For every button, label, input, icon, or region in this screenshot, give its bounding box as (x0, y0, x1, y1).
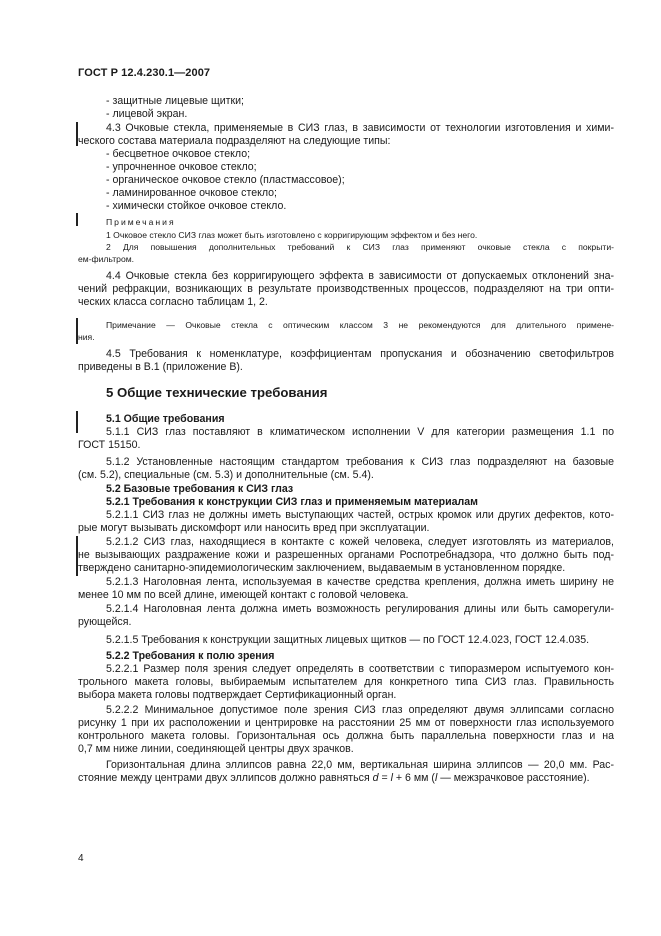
text-run: = (378, 772, 391, 784)
paragraph-line: 5.2.1.5 Требования к конструкции защитных лицевых щитков — по ГОСТ 12.4.023, ГОСТ 12.4.035. (106, 634, 590, 646)
paragraph-line: Горизонтальная длина эллипсов равна 22,0 мм, вертикальная ширина эллипсов — 20,0 мм. Рас- (106, 759, 614, 771)
paragraph-line: менее 10 мм по всей длине, имеющей контакт с головой человека. (78, 589, 409, 601)
variable-l: l (390, 772, 393, 784)
paragraph-line: ческого состава материала подразделяют на следующие типы: (78, 135, 391, 147)
paragraph-line: 5.2.1.4 Наголовная лента должна иметь возможность регулирования длины или быть саморегули- (106, 603, 614, 615)
section-heading: 5 Общие технические требования (106, 385, 328, 400)
paragraph-line: 4.5 Требования к номенклатуре, коэффициентам пропускания и обозначению светофильтров (106, 348, 614, 360)
note-line: ем-фильтром. (78, 254, 135, 264)
paragraph-line: рисунку 1 при их расположении и центрировке на расстоянии 25 мм от поверхности глаз используемого (78, 717, 614, 729)
paragraph-line (78, 772, 614, 785)
variable-d: d (372, 772, 379, 784)
text-run: стояние между центрами двух эллипсов должно равняться (78, 772, 370, 784)
paragraph-line: рующейся. (78, 616, 132, 628)
list-item: - ламинированное очковое стекло; (106, 187, 277, 199)
list-item: - органическое очковое стекло (пластмассовое); (106, 174, 345, 186)
paragraph-line: контрольного макета головы. Горизонтальная ось должна быть параллельна поверхности глаз и на (78, 730, 614, 742)
paragraph-line: 4.3 Очковые стекла, применяемые в СИЗ глаз, в зависимости от технологии изготовления и хими- (106, 122, 614, 134)
paragraph-line: (см. 5.2), специальные (см. 5.3) и дополнительные (см. 5.4). (78, 469, 374, 481)
revision-bar (76, 411, 78, 433)
paragraph-line: не вызывающих раздражение кожи и разрешенных органами Роспотребнадзора, что должно быть под- (78, 549, 614, 561)
list-item: - упрочненное очковое стекло; (106, 161, 257, 173)
text-run: + 6 мм ( (392, 772, 435, 784)
subsection-heading: 5.2 Базовые требования к СИЗ глаз (106, 483, 294, 495)
paragraph-line: 5.2.1.3 Наголовная лента, используемая в качестве средства крепления, должна иметь ширину не (106, 576, 614, 588)
paragraph-line: 5.1.2 Установленные настоящим стандартом требования к СИЗ глаз подразделяют на базовые (106, 456, 614, 468)
paragraph-line: чений рефракции, возникающих в результате производственных процессов, подразделяют на три опти- (78, 283, 614, 295)
note-line: 2 Для повышения дополнительных требований к СИЗ глаз применяют очковые стекла с покрыти- (106, 242, 614, 252)
paragraph-line: 5.2.2.2 Минимальное допустимое поле зрения СИЗ глаз определяют двумя эллипсами согласно (106, 704, 614, 716)
paragraph-line: ческих класса согласно таблицам 1, 2. (78, 296, 268, 308)
paragraph-line: 5.1.1 СИЗ глаз поставляют в климатическом исполнении V для категории размещения 1.1 по (106, 426, 614, 438)
paragraph-line: выбора макета головы подтверждает Сертификационный орган. (78, 689, 397, 701)
paragraph-line: 5.2.1.1 СИЗ глаз не должны иметь выступающих частей, острых кромок или других дефектов, кото- (106, 509, 614, 521)
list-item: - лицевой экран. (106, 108, 188, 120)
note-line: ния. (78, 332, 95, 342)
paragraph-line: приведены в В.1 (приложение В). (78, 361, 243, 373)
page-number: 4 (78, 853, 84, 864)
paragraph-line: 0,7 мм ниже линии, соединяющей центры двух зрачков. (78, 743, 354, 755)
note-line: 1 Очковое стекло СИЗ глаз может быть изготовлено с корригирующим эффектом и без него. (106, 230, 478, 240)
document-header: ГОСТ Р 12.4.230.1—2007 (78, 67, 211, 79)
paragraph-line: 4.4 Очковые стекла без корригирующего эффекта в зависимости от допускаемых отклонений зна- (106, 270, 614, 282)
list-item: - защитные лицевые щитки; (106, 95, 245, 107)
paragraph-line: трольного макета головы, выбираемым испытателем для конкретного типа СИЗ глаз. Правильность (78, 676, 614, 688)
paragraph-line: ГОСТ 15150. (78, 439, 141, 451)
list-item: - химически стойкое очковое стекло. (106, 200, 287, 212)
list-item: - бесцветное очковое стекло; (106, 148, 251, 160)
note-line: Примечание — Очковые стекла с оптическим классом 3 не рекомендуются для длительного примене- (106, 320, 614, 330)
subsection-heading: 5.2.2 Требования к полю зрения (106, 650, 275, 662)
text-run: — межзрачковое расстояние). (437, 772, 590, 784)
paragraph-line: рые могут вызывать дискомфорт или наносить вред при эксплуатации. (78, 522, 430, 534)
revision-bar (76, 213, 78, 226)
subsection-heading: 5.2.1 Требования к конструкции СИЗ глаз и применяемым материалам (106, 496, 478, 508)
note-heading: Примечания (106, 217, 176, 227)
subsection-heading: 5.1 Общие требования (106, 413, 225, 425)
variable-l: l (434, 772, 438, 784)
paragraph-line: тверждено санитарно-эпидемиологическим заключением, выдаваемым в установленном порядке. (78, 562, 566, 574)
paragraph-line: 5.2.2.1 Размер поля зрения следует определять в соответствии с типоразмером испытуемого кон- (106, 663, 614, 675)
paragraph-line: 5.2.1.2 СИЗ глаз, находящиеся в контакте с кожей человека, следует изготовлять из материалов, (106, 536, 614, 548)
